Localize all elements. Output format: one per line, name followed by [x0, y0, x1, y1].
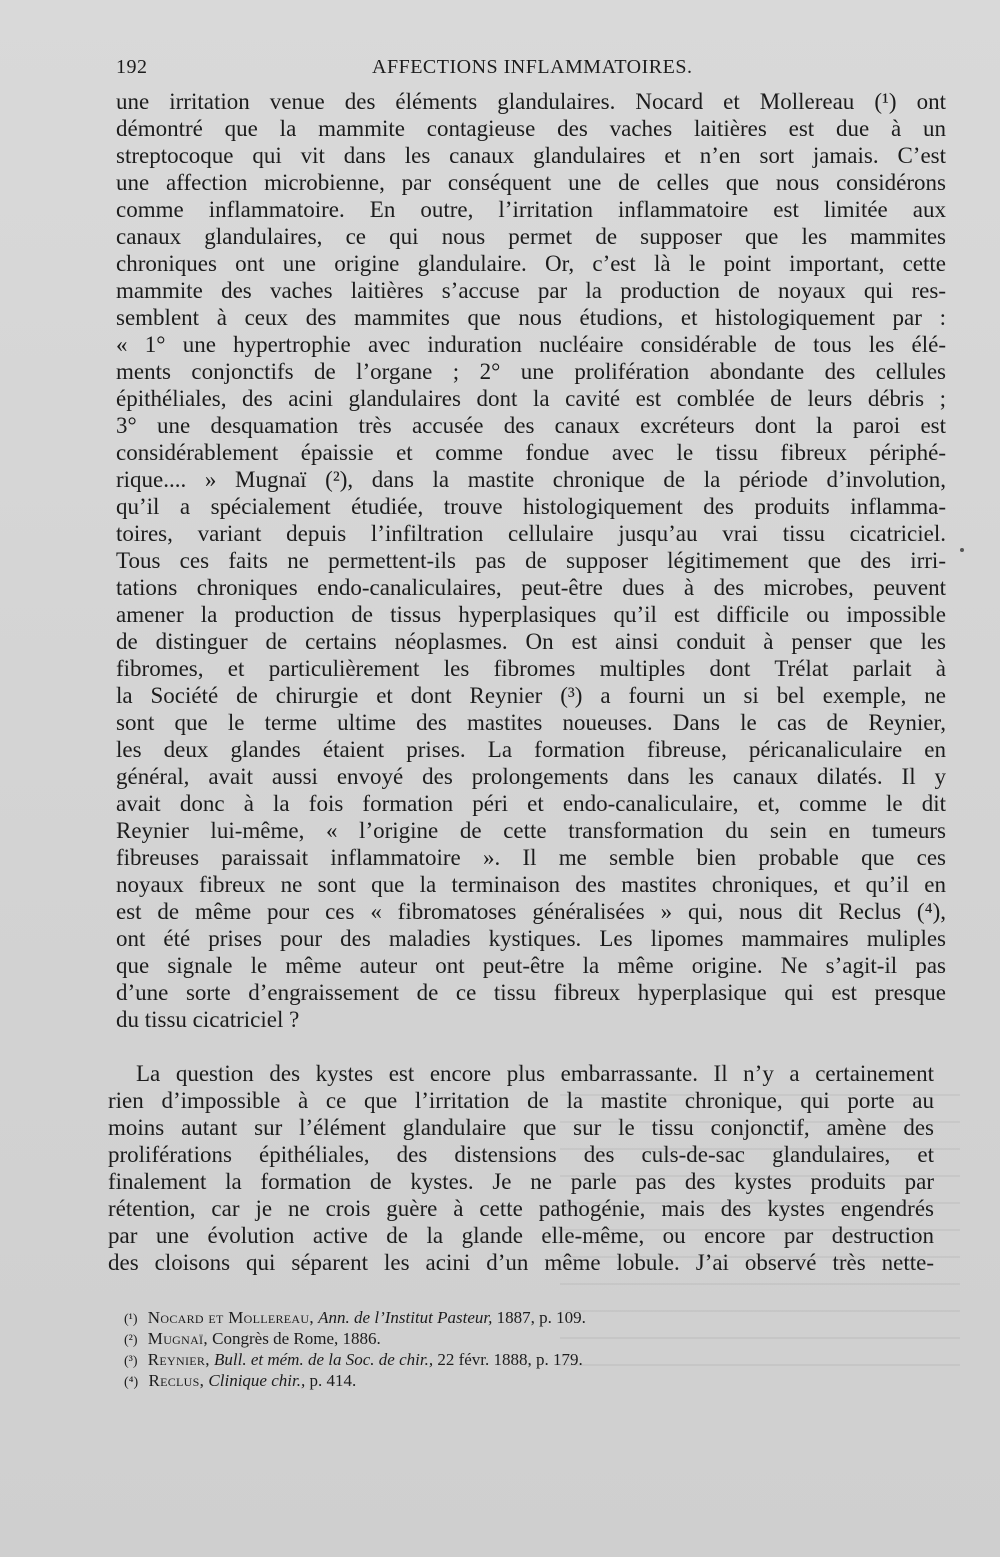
text-line: mammite des vaches laitières s’accuse par la production de noyaux qui res- — [116, 278, 946, 303]
text-line: est de même pour ces « fibromatoses généralisées » qui, nous dit Reclus (⁴), — [116, 899, 946, 924]
second-paragraph — [108, 1060, 934, 1276]
text-line: moins autant sur l’élément glandulaire que sur le tissu conjonctif, amène des — [108, 1115, 934, 1140]
text-line: rique.... » Mugnaï (²), dans la mastite chronique de la période d’involution, — [116, 467, 946, 492]
text-line: comme inflammatoire. En outre, l’irritation inflammatoire est limitée aux — [116, 197, 946, 222]
text-line: par une évolution active de la glande elle-même, ou encore par destruction — [108, 1223, 934, 1248]
main-paragraph — [116, 88, 946, 1033]
text-line: semblent à ceux des mammites que nous étudions, et histologiquement par : — [116, 305, 946, 330]
footnote — [124, 1329, 744, 1350]
text-line: tations chroniques endo-canaliculaires, peut-être dues à des microbes, peuvent — [116, 575, 946, 600]
page-header — [116, 56, 942, 86]
footnote-citation: p. 414. — [309, 1371, 357, 1390]
text-line: amener la production de tissus hyperplasiques qu’il est difficile ou impossible — [116, 602, 946, 627]
text-line: sont que le terme ultime des mastites noueuses. Dans le cas de Reynier, — [116, 710, 946, 735]
text-line: les deux glandes étaient prises. La formation fibreuse, péricanaliculaire en — [116, 737, 946, 762]
footnote-work: Bull. et mém. de la Soc. de chir., — [214, 1350, 434, 1369]
footnote-author: Mugnaï, — [147, 1329, 208, 1348]
text-line: proliférations épithéliales, des distensions des culs-de-sac glandulaires, et — [108, 1142, 934, 1167]
footnote-citation: 1887, p. 109. — [496, 1308, 586, 1327]
text-line: finalement la formation de kystes. Je ne parle pas des kystes produits par — [108, 1169, 934, 1194]
text-line: une affection microbienne, par conséquent une de celles que nous considérons — [116, 170, 946, 195]
footnote-citation: Congrès de Rome, 1886. — [212, 1329, 381, 1348]
footnote-marker: (¹) — [124, 1312, 138, 1327]
text-line: général, avait aussi envoyé des prolongements dans les canaux dilatés. Il y — [116, 764, 946, 789]
text-line: de distinguer de certains néoplasmes. On est ainsi conduit à penser que les — [116, 629, 946, 654]
footnote-marker: (²) — [124, 1333, 138, 1348]
text-line: noyaux fibreux ne sont que la terminaison des mastites chroniques, et qu’il en — [116, 872, 946, 897]
text-line: ments conjonctifs de l’organe ; 2° une prolifération abondante des cellules — [116, 359, 946, 384]
footnote-work: Ann. de l’Institut Pasteur, — [318, 1308, 493, 1327]
footnote-citation: 22 févr. 1888, p. 179. — [437, 1350, 583, 1369]
text-line: épithéliales, des acini glandulaires dont la cavité est comblée de leurs débris ; — [116, 386, 946, 411]
text-line: une irritation venue des éléments glandulaires. Nocard et Mollereau (¹) ont — [116, 89, 946, 114]
text-line: « 1° une hypertrophie avec induration nucléaire considérable de tous les élé- — [116, 332, 946, 357]
text-line: considérablement épaissie et comme fondue avec le tissu fibreux périphé- — [116, 440, 946, 465]
footnote — [124, 1371, 744, 1392]
page-number: 192 — [116, 56, 148, 78]
paper-speck — [960, 548, 964, 552]
footnote — [124, 1350, 744, 1371]
text-line: la Société de chirurgie et dont Reynier (³) a fourni un si bel exemple, ne — [116, 683, 946, 708]
text-line: ont été prises pour des maladies kystiques. Les lipomes mammaires muliples — [116, 926, 946, 951]
text-line: La question des kystes est encore plus embarrassante. Il n’y a certainement — [136, 1061, 934, 1086]
footnote-marker: (³) — [124, 1354, 138, 1369]
text-line: du tissu cicatriciel ? — [116, 1007, 300, 1032]
text-line: démontré que la mammite contagieuse des vaches laitières est due à un — [116, 116, 946, 141]
text-line: streptocoque qui vit dans les canaux glandulaires et n’en sort jamais. C’est — [116, 143, 946, 168]
text-line: avait donc à la fois formation péri et endo-canaliculaire, et, comme le dit — [116, 791, 946, 816]
footnote-work: Clinique chir., — [208, 1371, 306, 1390]
text-line: qu’il a spécialement étudiée, trouve histologiquement des produits inflamma- — [116, 494, 946, 519]
running-title: AFFECTIONS INFLAMMATOIRES. — [372, 56, 693, 78]
text-line: d’une sorte d’engraissement de ce tissu fibreux hyperplasique qui est presque — [116, 980, 946, 1005]
text-line: toires, variant depuis l’infiltration cellulaire jusqu’au vrai tissu cicatriciel. — [116, 521, 946, 546]
text-line: rien d’impossible à ce que l’irritation de la mastite chronique, qui porte au — [108, 1088, 934, 1113]
text-line: fibreuses paraissait inflammatoire ». Il me semble bien probable que ces — [116, 845, 946, 870]
text-line: Reynier lui-même, « l’origine de cette transformation du sein en tumeurs — [116, 818, 946, 843]
footnotes — [124, 1308, 744, 1392]
footnote-author: Reynier, — [147, 1350, 210, 1369]
text-line: 3° une desquamation très accusée des canaux excréteurs dont la paroi est — [116, 413, 946, 438]
text-line: des cloisons qui séparent les acini d’un même lobule. J’ai observé très nette- — [108, 1250, 934, 1275]
footnote-marker: (⁴) — [124, 1375, 139, 1390]
text-line: canaux glandulaires, ce qui nous permet de supposer que les mammites — [116, 224, 946, 249]
text-line: fibromes, et particulièrement les fibromes multiples dont Trélat parlait à — [116, 656, 946, 681]
text-line: Tous ces faits ne permettent-ils pas de supposer légitimement que des irri- — [116, 548, 946, 573]
footnote-author: Reclus, — [148, 1371, 205, 1390]
text-line: rétention, car je ne crois guère à cette pathogénie, mais des kystes engendrés — [108, 1196, 934, 1221]
text-line: que signale le même auteur ont peut-être la même origine. Ne s’agit-il pas — [116, 953, 946, 978]
footnote-author: Nocard et Mollereau, — [147, 1308, 314, 1327]
text-line: chroniques ont une origine glandulaire. Or, c’est là le point important, cette — [116, 251, 946, 276]
footnote — [124, 1308, 744, 1329]
